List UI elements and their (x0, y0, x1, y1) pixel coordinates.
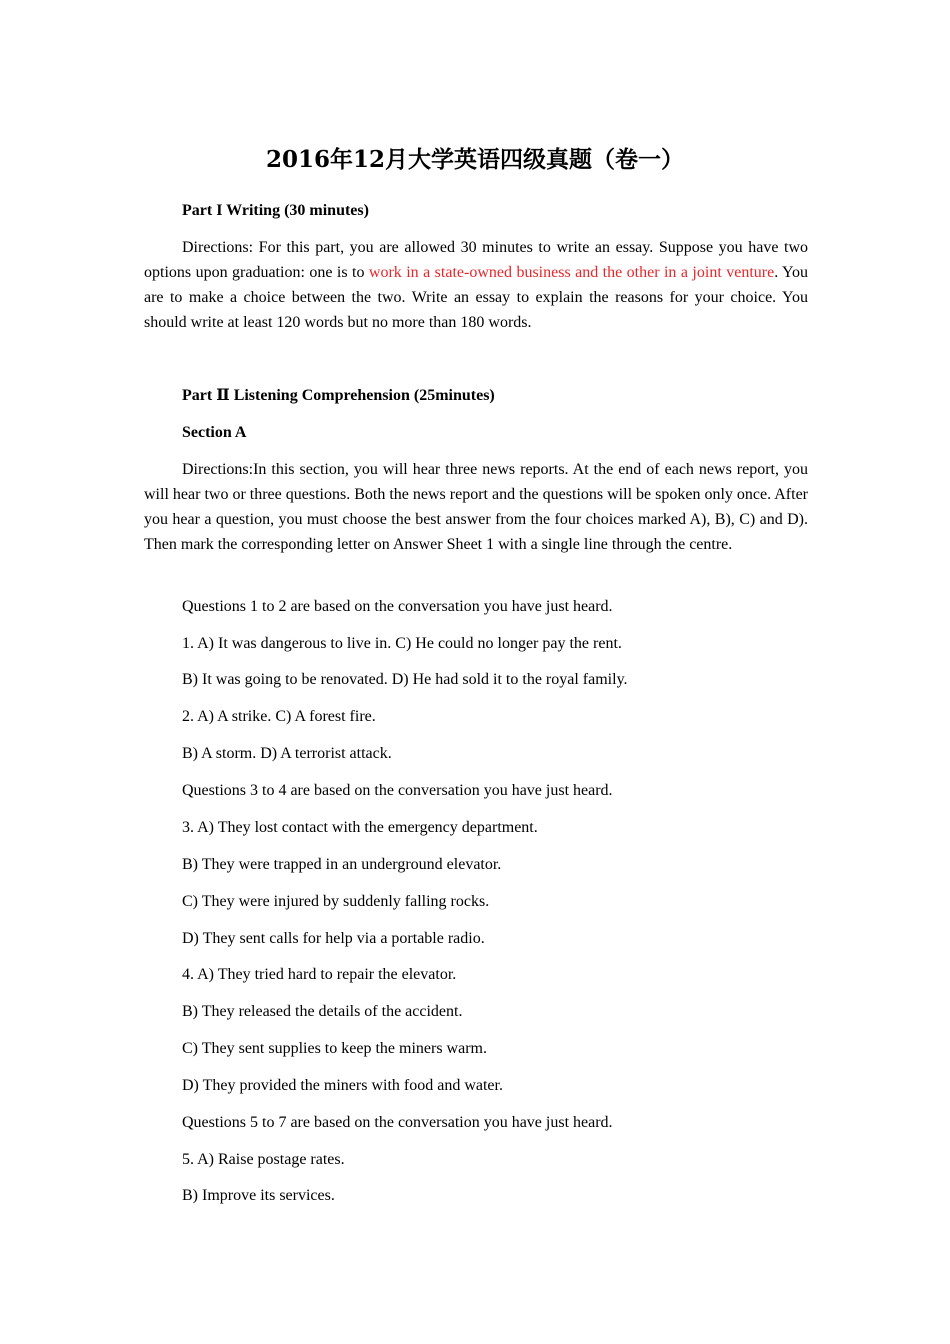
question-line: 1. A) It was dangerous to live in. C) He could no longer pay the rent. (182, 635, 622, 652)
question-group-intro: Questions 1 to 2 are based on the conversation you have just heard. (182, 598, 613, 615)
part1-directions-text-end: . You are to make a choice between the two. Write an essay to explain the reasons for your choice. You should write at least 120 words but no more than 180 words. (144, 264, 809, 331)
part2-heading: Part Ⅱ Listening Comprehension (25minutes) (182, 387, 495, 404)
question-line: B) It was going to be renovated. D) He had sold it to the royal family. (182, 671, 628, 688)
question-line: B) A storm. D) A terrorist attack. (182, 745, 392, 762)
question-line: 2. A) A strike. C) A forest fire. (182, 708, 376, 725)
part1-directions (144, 235, 808, 335)
part1-directions-highlight: work in a state-owned business and the other in a joint venture (368, 264, 775, 281)
part1-directions-text: Directions: For this part, you are allowed 30 minutes to write an essay. Suppose you have two options upon graduation: one is to (144, 239, 808, 281)
question-line: B) They released the details of the accident. (182, 1003, 463, 1020)
part1-heading: Part I Writing (30 minutes) (182, 202, 369, 219)
question-line: 4. A) They tried hard to repair the elevator. (182, 966, 457, 983)
question-line: C) They were injured by suddenly falling rocks. (182, 893, 490, 910)
question-line: B) They were trapped in an underground elevator. (182, 856, 502, 873)
question-group-intro: Questions 3 to 4 are based on the conversation you have just heard. (182, 782, 613, 799)
question-line: C) They sent supplies to keep the miners warm. (182, 1040, 487, 1057)
part2-directions: Directions:In this section, you will hear three news reports. At the end of each news report, you will hear two or three questions. Both the news report and the questions will be spoken only once. After you hear a question, you must choose the best answer from the four choices marked A), B), C) and D). Then mark the corresponding letter on Answer Sheet 1 with a single line through the centre. (144, 461, 808, 553)
page-title: 2016年12月大学英语四级真题（卷一） (265, 146, 685, 173)
question-line: B) Improve its services. (182, 1187, 335, 1204)
question-line: 3. A) They lost contact with the emergency department. (182, 819, 538, 836)
question-line: D) They provided the miners with food and water. (182, 1077, 503, 1094)
section-heading: Section A (182, 424, 247, 441)
question-line: D) They sent calls for help via a portable radio. (182, 930, 485, 947)
question-group-intro: Questions 5 to 7 are based on the conversation you have just heard. (182, 1114, 613, 1131)
question-line: 5. A) Raise postage rates. (182, 1151, 345, 1168)
